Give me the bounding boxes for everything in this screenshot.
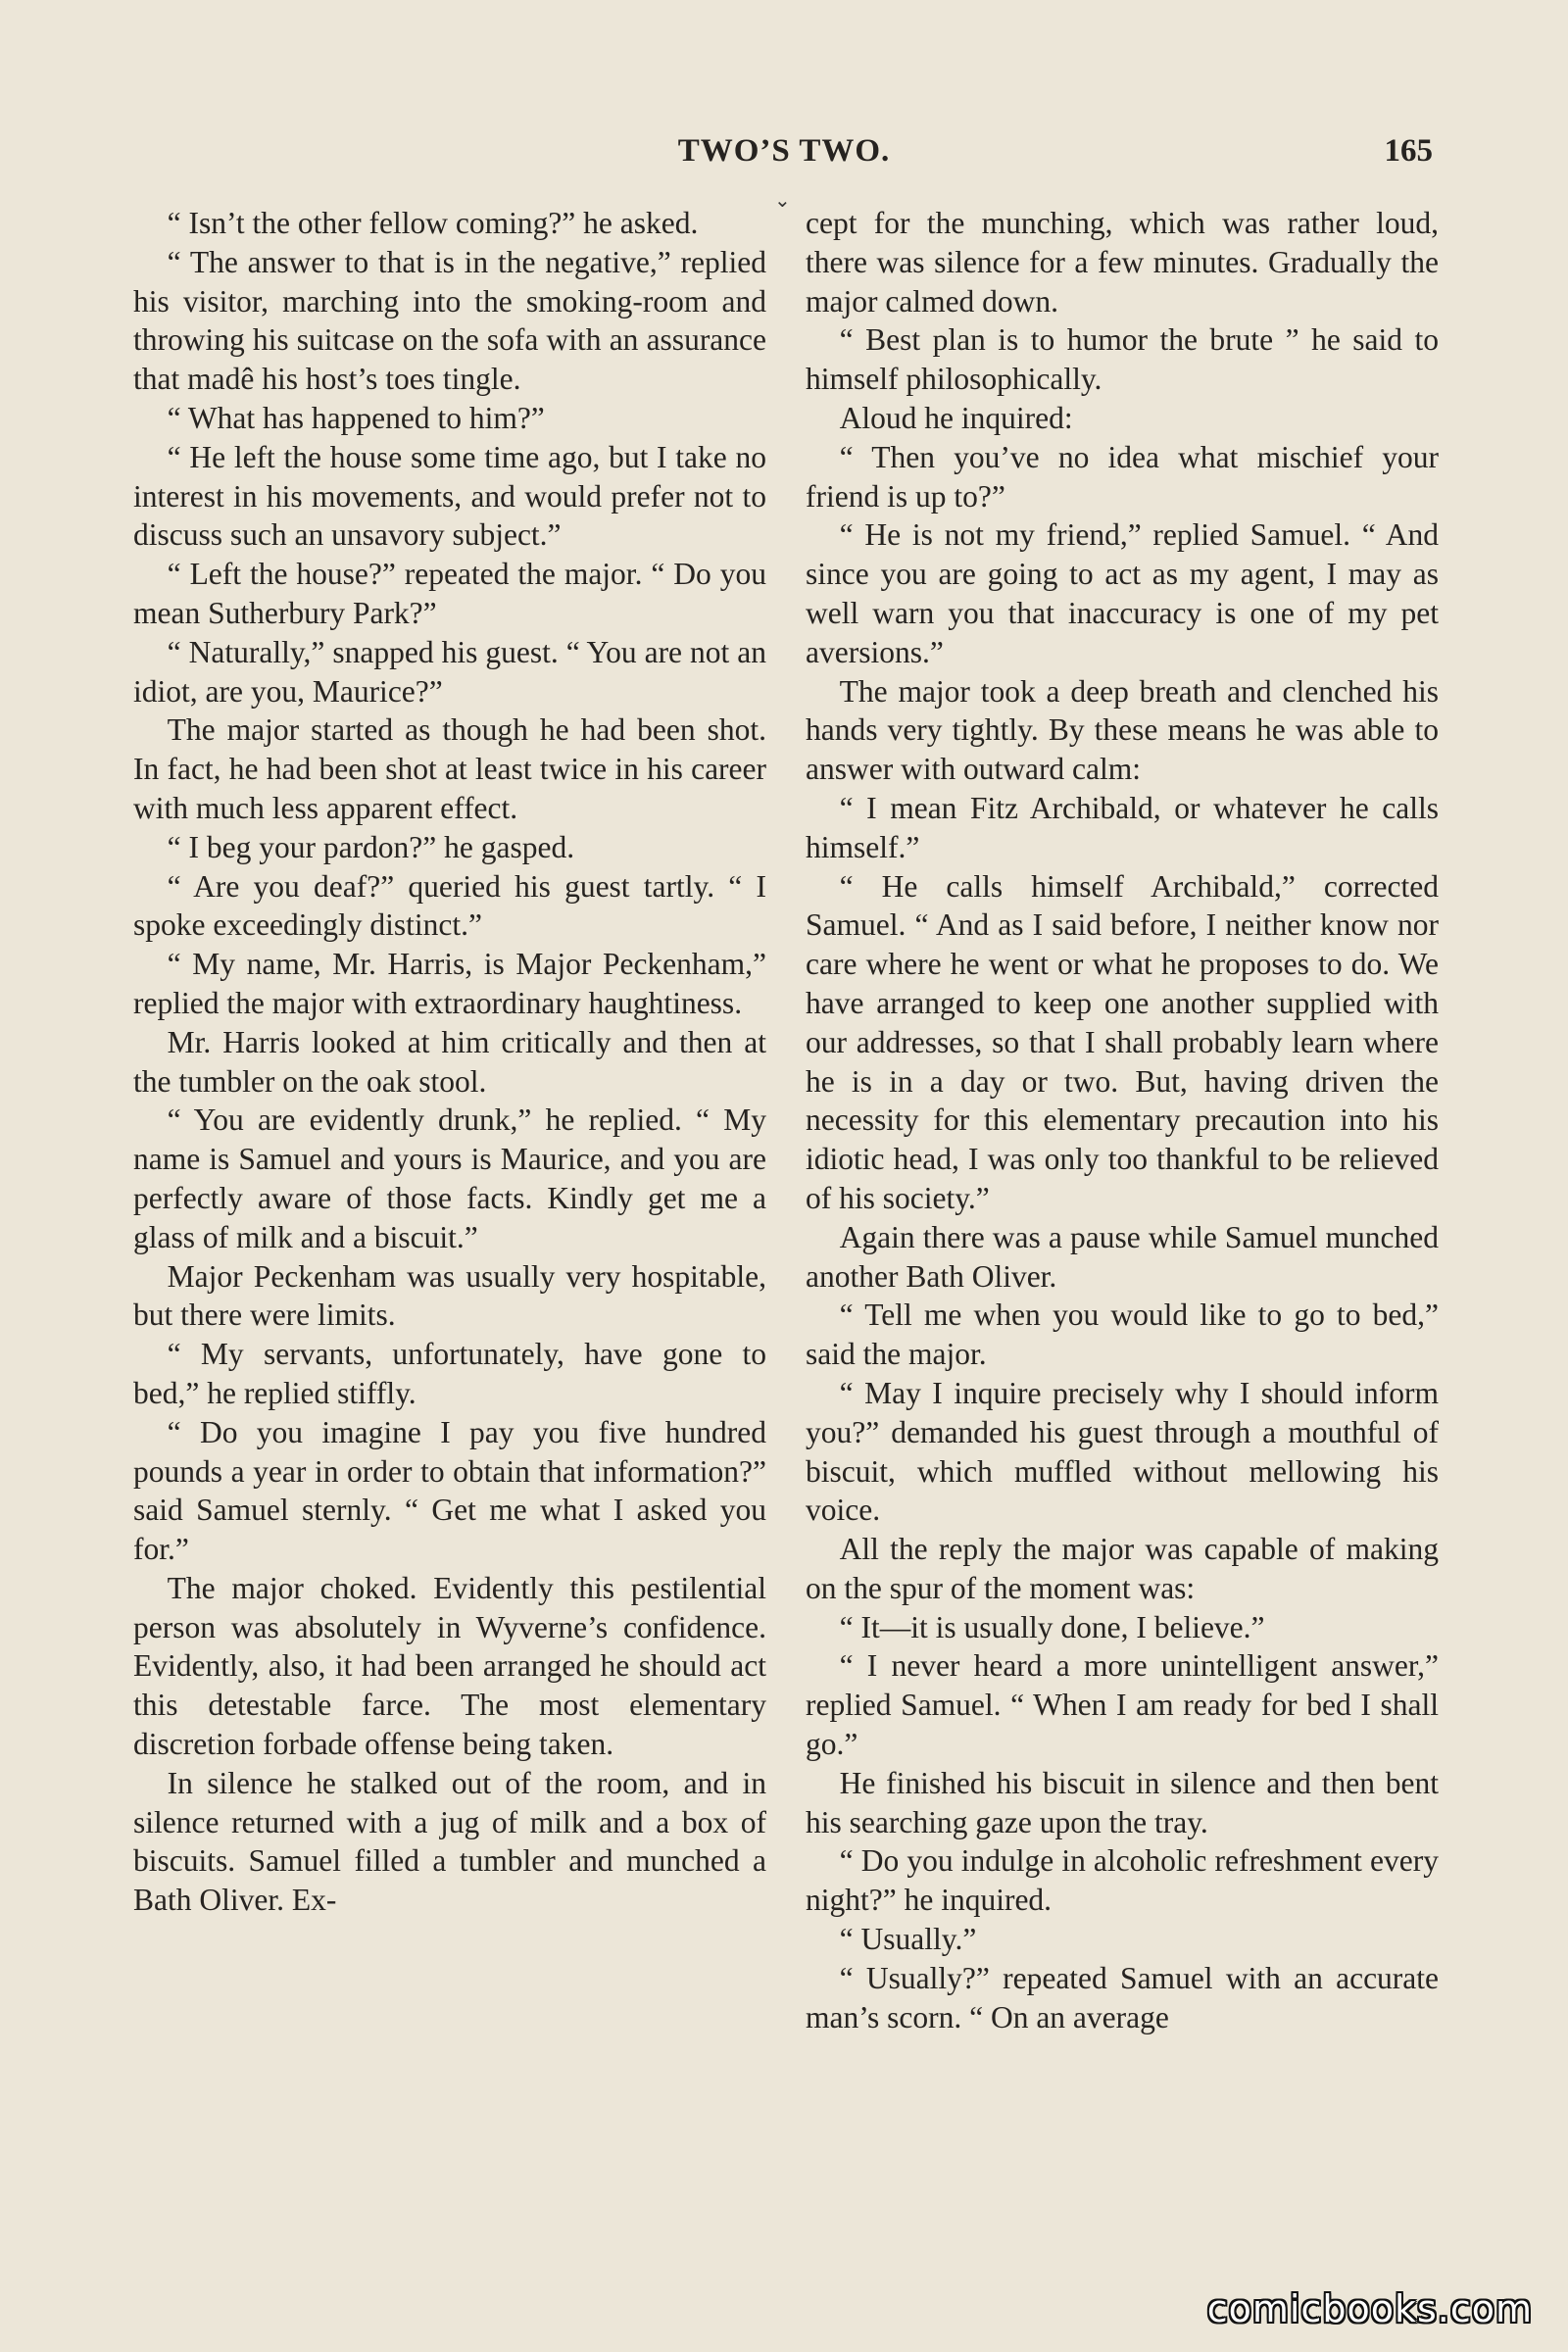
paragraph: “ My servants, unfortunately, have gone to bed,” he replied stiffly. bbox=[133, 1337, 766, 1410]
watermark-logo: comicbooks.com bbox=[1206, 2287, 1533, 2330]
paragraph: Again there was a pause while Samuel munched another Bath Oliver. bbox=[806, 1219, 1439, 1294]
paragraph: “ Tell me when you would like to go to bed,” said the major. bbox=[806, 1298, 1439, 1372]
paragraph: cept for the munching, which was rather loud, there was silence for a few minutes. Gradually the major calmed down. bbox=[806, 206, 1439, 318]
paragraph: “ The answer to that is in the negative,” replied his visitor, marching into the smoking-room and throwing his suitcase on the sofa with an assurance that madê his host’s toes tingle. bbox=[133, 244, 766, 397]
paragraph: “ He calls himself Archibald,” corrected Samuel. “ And as I said before, I neither know nor care where he went or what he proposes to do. We have arranged to keep one another supplied with our addresses, so that I shall probably learn where he is in a day or two. But, having driven the necessity for this elementary precaution into his idiotic head, I was only too thankful to be relieved of his society.” bbox=[806, 868, 1439, 1215]
running-head bbox=[0, 133, 1568, 182]
paragraph: “ What has happened to him?” bbox=[167, 400, 545, 435]
paragraph: “ I never heard a more unintelligent answer,” replied Samuel. “ When I am ready for bed I shall go.” bbox=[806, 1648, 1439, 1762]
left-column bbox=[133, 204, 766, 1920]
paragraph: “ Then you’ve no idea what mischief your friend is up to?” bbox=[806, 439, 1439, 514]
paragraph: Major Peckenham was usually very hospitable, but there were limits. bbox=[133, 1258, 766, 1333]
paragraph: “ Naturally,” snapped his guest. “ You are not an idiot, are you, Maurice?” bbox=[133, 634, 766, 709]
gutter-mark-icon: ⌄ bbox=[774, 190, 791, 212]
paragraph: “ Isn’t the other fellow coming?” he asked. bbox=[167, 206, 699, 240]
paragraph: “ Are you deaf?” queried his guest tartly. “ I spoke exceedingly distinct.” bbox=[133, 868, 766, 943]
paragraph: Aloud he inquired: bbox=[839, 400, 1073, 435]
paragraph: “ Usually.” bbox=[839, 1922, 977, 1957]
paragraph: “ Do you imagine I pay you five hundred pounds a year in order to obtain that information?” said Samuel sternly. “ Get me what I asked you for.” bbox=[133, 1414, 766, 1567]
paragraph: “ May I inquire precisely why I should inform you?” demanded his guest through a mouthful of biscuit, which muffled without mellowing his voice. bbox=[806, 1375, 1439, 1528]
paragraph: “ Best plan is to humor the brute ” he said to himself philosophically. bbox=[806, 322, 1439, 397]
paragraph: “ Do you indulge in alcoholic refreshment every night?” he inquired. bbox=[806, 1843, 1439, 1918]
paragraph: “ It—it is usually done, I believe.” bbox=[839, 1609, 1265, 1644]
paragraph: “ You are evidently drunk,” he replied. “ My name is Samuel and yours is Maurice, and you are perfectly aware of those facts. Kindly get me a glass of milk and a biscuit.” bbox=[133, 1102, 766, 1254]
paragraph: He finished his biscuit in silence and then bent his searching gaze upon the tray. bbox=[806, 1765, 1439, 1839]
paragraph: “ Usually?” repeated Samuel with an accurate man’s scorn. “ On an average bbox=[806, 1960, 1439, 2034]
paragraph: “ He is not my friend,” replied Samuel. “ And since you are going to act as my agent, I may as well warn you that inaccuracy is one of my pet aversions.” bbox=[806, 517, 1439, 669]
paragraph: The major started as though he had been shot. In fact, he had been shot at least twice in his career with much less apparent effect. bbox=[133, 712, 766, 825]
paragraph: “ Left the house?” repeated the major. “ Do you mean Sutherbury Park?” bbox=[133, 557, 766, 630]
paragraph: “ I beg your pardon?” he gasped. bbox=[167, 829, 575, 864]
right-column bbox=[806, 204, 1439, 2036]
paragraph: “ He left the house some time ago, but I take no interest in his movements, and would prefer not to discuss such an unsavory subject.” bbox=[133, 439, 766, 553]
paragraph: “ My name, Mr. Harris, is Major Peckenham,” replied the major with extraordinary haughtiness. bbox=[133, 947, 766, 1020]
paragraph: All the reply the major was capable of making on the spur of the moment was: bbox=[806, 1532, 1439, 1605]
paragraph: “ I mean Fitz Archibald, or whatever he calls himself.” bbox=[806, 790, 1439, 864]
paragraph: In silence he stalked out of the room, and in silence returned with a jug of milk and a box of biscuits. Samuel filled a tumbler and munched a Bath Oliver. Ex- bbox=[133, 1765, 766, 1918]
running-title: TWO’S TWO. bbox=[677, 133, 891, 169]
paragraph: The major took a deep breath and clenched his hands very tightly. By these means he was able to answer with outward calm: bbox=[806, 673, 1439, 787]
page-number: 165 bbox=[1384, 133, 1433, 169]
paragraph: The major choked. Evidently this pestilential person was absolutely in Wyverne’s confidence. Evidently, also, it had been arranged he should act this detestable farce. The most elementary discretion forbade offense being taken. bbox=[133, 1570, 766, 1762]
paragraph: Mr. Harris looked at him critically and then at the tumbler on the oak stool. bbox=[133, 1024, 766, 1099]
